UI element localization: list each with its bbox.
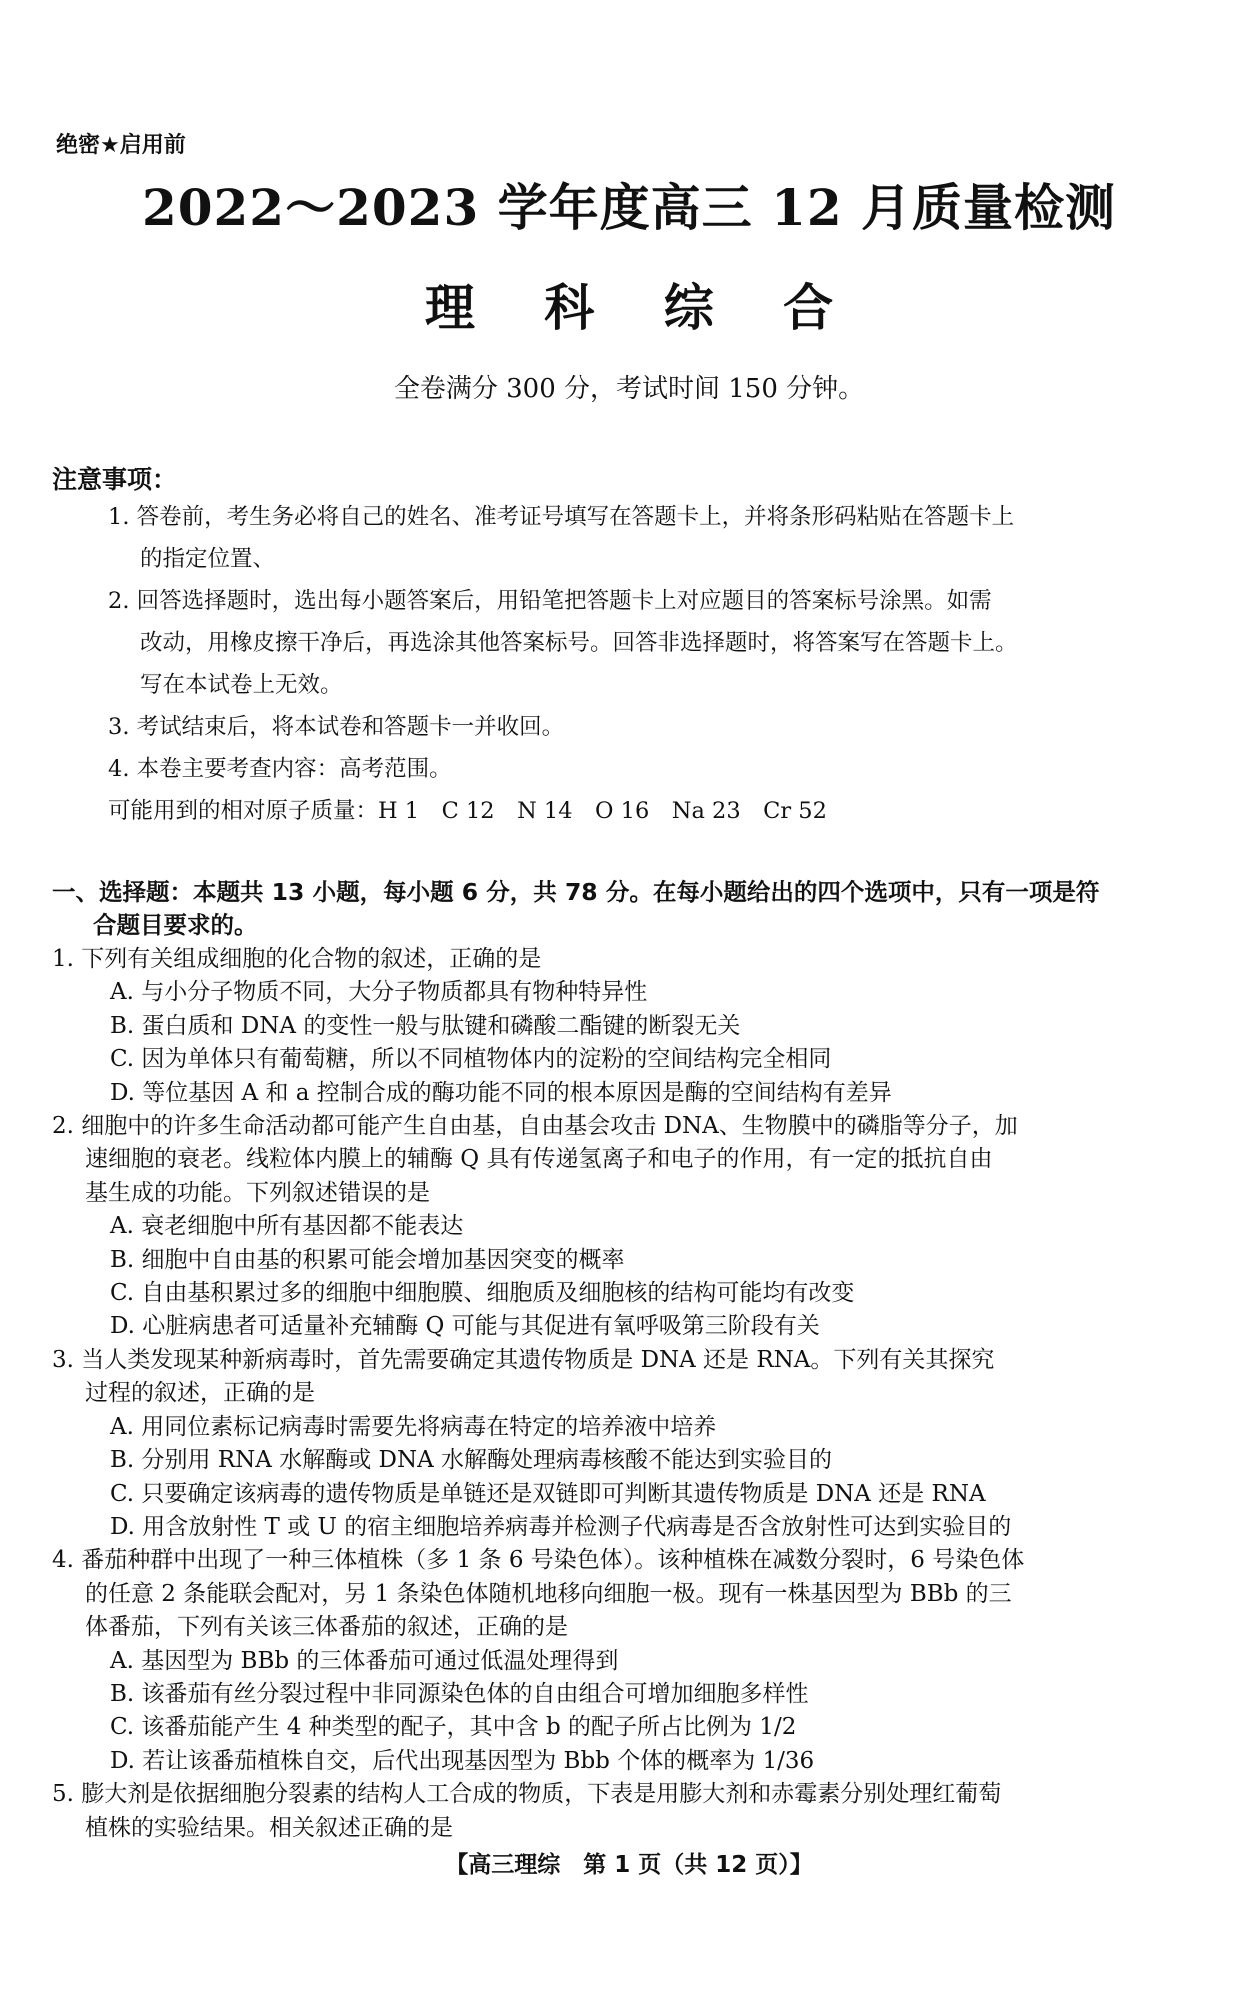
stem-line: 的任意 2 条能联会配对，另 1 条染色体随机地移向细胞一极。现有一株基因型为 BBb 的三 [85,1580,1012,1607]
notice-line: 的指定位置、 [140,546,276,572]
secret-label: 绝密★启用前 [56,133,186,158]
stem-line: 植株的实验结果。相关叙述正确的是 [85,1814,453,1841]
notice-item-3 [108,706,1208,748]
stem-line: 2. 细胞中的许多生命活动都可能产生自由基，自由基会攻击 DNA、生物膜中的磷脂等分子，加 [52,1113,1018,1140]
stem-line: 4. 番茄种群中出现了一种三体植株（多 1 条 6 号染色体）。该种植株在减数分裂时，6 号染色体 [52,1547,1025,1574]
exam-title: 2022～2023 学年度高三 12 月质量检测 [141,178,1117,237]
full-score-note: 全卷满分 300 分，考试时间 150 分钟。 [393,374,865,404]
notice-heading: 注意事项： [52,465,178,494]
option-b: B. 细胞中自由基的积累可能会增加基因突变的概率 [110,1246,625,1273]
notice-item-1 [108,496,1208,580]
option-d: D. 若让该番茄植株自交，后代出现基因型为 Bbb 个体的概率为 1/36 [110,1747,815,1774]
option-c: C. 因为单体只有葡萄糖，所以不同植物体内的淀粉的空间结构完全相同 [110,1046,832,1073]
option-a: A. 基因型为 BBb 的三体番茄可通过低温处理得到 [110,1647,619,1674]
question-stem [52,1344,1212,1411]
option-c: C. 该番茄能产生 4 种类型的配子，其中含 b 的配子所占比例为 1/2 [110,1714,797,1741]
question-1 [52,943,1212,1110]
notice-line: 2. 回答选择题时，选出每小题答案后，用铅笔把答题卡上对应题目的答案标号涂黑。如需 [108,588,992,614]
notice-line: 3. 考试结束后，将本试卷和答题卡一并收回。 [108,714,565,740]
question-stem [52,1110,1212,1210]
page-footer: 【高三理综 第 1 页（共 12 页）】 [445,1852,813,1878]
option-c: C. 只要确定该病毒的遗传物质是单链还是双链即可判断其遗传物质是 DNA 还是 RNA [110,1480,986,1507]
section-heading-line: 一、选择题：本题共 13 小题，每小题 6 分，共 78 分。在每小题给出的四个选项中，只有一项是符 [52,878,1100,906]
question-stem [52,1778,1212,1845]
stem-line: 速细胞的衰老。线粒体内膜上的辅酶 Q 具有传递氢离子和电子的作用，有一定的抵抗自由 [85,1146,993,1173]
option-a: A. 与小分子物质不同，大分子物质都具有物种特异性 [110,979,648,1006]
section-heading-line: 合题目要求的。 [93,911,258,939]
notice-item-4 [108,748,1208,790]
stem-line: 体番茄，下列有关该三体番茄的叙述，正确的是 [85,1614,568,1641]
question-5 [52,1778,1212,1845]
option-b: B. 蛋白质和 DNA 的变性一般与肽键和磷酸二酯键的断裂无关 [110,1012,741,1039]
section-heading [52,876,1212,942]
option-a: A. 用同位素标记病毒时需要先将病毒在特定的培养液中培养 [110,1413,717,1440]
option-d: D. 心脏病患者可适量补充辅酶 Q 可能与其促进有氧呼吸第三阶段有关 [110,1313,820,1340]
question-stem [52,943,1212,976]
atomic-mass-text: 可能用到的相对原子质量：H 1 C 12 N 14 O 16 Na 23 Cr 52 [108,798,827,824]
question-list [52,943,1212,1845]
stem-line: 过程的叙述，正确的是 [85,1380,315,1407]
notice-line: 1. 答卷前，考生务必将自己的姓名、准考证号填写在答题卡上，并将条形码粘贴在答题卡上 [108,504,1015,530]
option-d: D. 等位基因 A 和 a 控制合成的酶功能不同的根本原因是酶的空间结构有差异 [110,1079,892,1106]
question-3 [52,1344,1212,1544]
option-a: A. 衰老细胞中所有基因都不能表达 [110,1213,464,1240]
question-stem [52,1544,1212,1644]
subject-title: 理 科 综 合 [424,279,860,337]
stem-line: 3. 当人类发现某种新病毒时，首先需要确定其遗传物质是 DNA 还是 RNA。下列有关其探究 [52,1346,995,1373]
notice-item-2 [108,580,1208,706]
option-b: B. 分别用 RNA 水解酶或 DNA 水解酶处理病毒核酸不能达到实验目的 [110,1447,832,1474]
notice-line: 写在本试卷上无效。 [140,672,343,698]
question-4 [52,1544,1212,1778]
question-2 [52,1110,1212,1344]
stem-line: 1. 下列有关组成细胞的化合物的叙述，正确的是 [52,946,542,972]
option-d: D. 用含放射性 T 或 U 的宿主细胞培养病毒并检测子代病毒是否含放射性可达到实验目的 [110,1513,1012,1540]
option-b: B. 该番茄有丝分裂过程中非同源染色体的自由组合可增加细胞多样性 [110,1680,809,1707]
atomic-mass-line [108,790,1208,832]
notice-line: 4. 本卷主要考查内容：高考范围。 [108,756,452,782]
stem-line: 5. 膨大剂是依据细胞分裂素的结构人工合成的物质，下表是用膨大剂和赤霉素分别处理红葡萄 [52,1781,1002,1808]
notice-line: 改动，用橡皮擦干净后，再选涂其他答案标号。回答非选择题时，将答案写在答题卡上。 [140,630,1018,656]
option-c: C. 自由基积累过多的细胞中细胞膜、细胞质及细胞核的结构可能均有改变 [110,1280,855,1307]
stem-line: 基生成的功能。下列叙述错误的是 [85,1179,430,1206]
